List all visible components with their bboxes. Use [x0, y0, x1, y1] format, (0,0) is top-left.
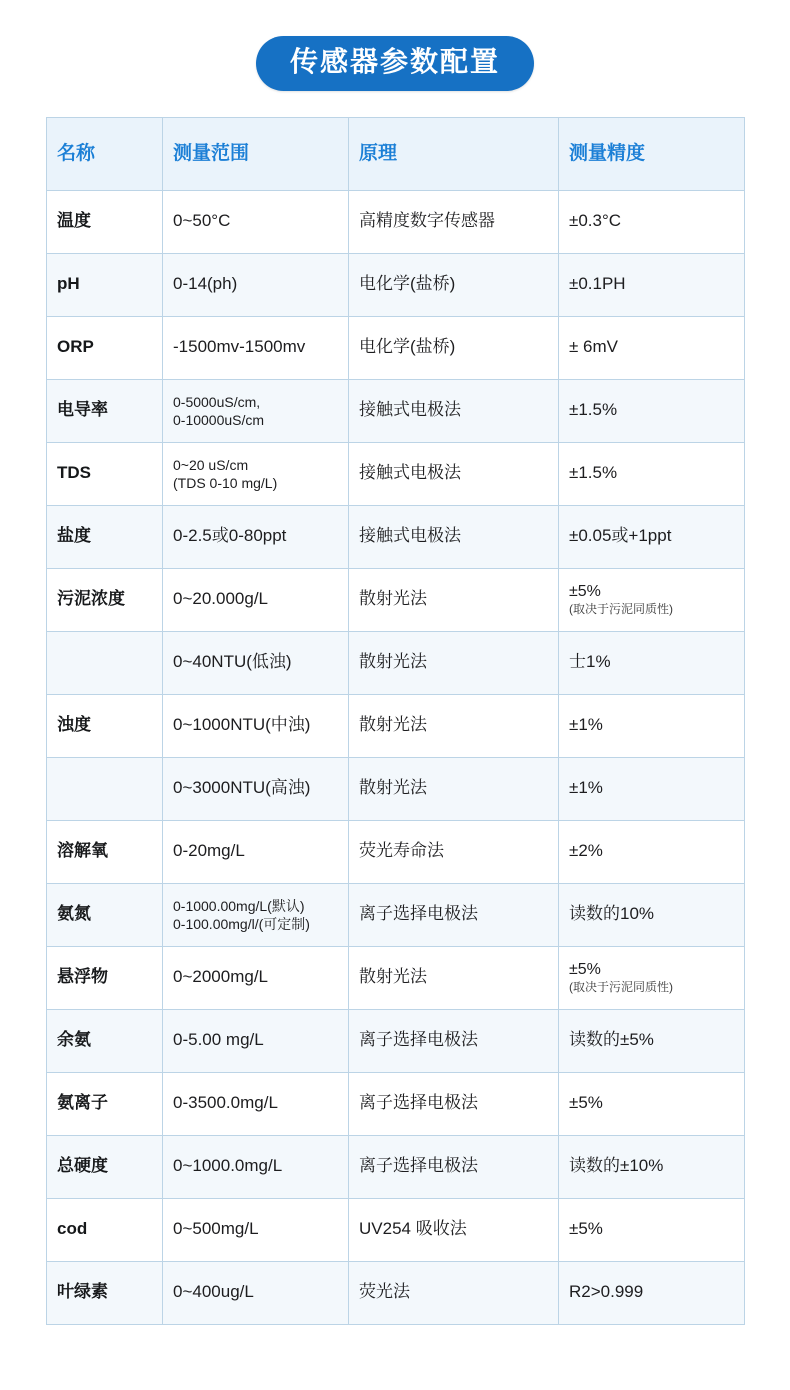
sensor-parameters-table	[46, 117, 745, 1325]
table-row	[47, 1072, 745, 1135]
cell-principle: 散射光法	[349, 694, 559, 757]
cell-range-line1: 0-5000uS/cm,	[173, 393, 261, 410]
cell-accuracy: 读数的±5%	[559, 1009, 745, 1072]
cell-principle: 离子选择电极法	[349, 1135, 559, 1198]
table-row	[47, 1261, 745, 1324]
table-row	[47, 505, 745, 568]
cell-range	[163, 379, 349, 442]
cell-principle: 离子选择电极法	[349, 1009, 559, 1072]
column-header-name: 名称	[47, 117, 163, 190]
cell-name: pH	[47, 253, 163, 316]
cell-name: 叶绿素	[47, 1261, 163, 1324]
table-row	[47, 694, 745, 757]
table-row	[47, 442, 745, 505]
table-row	[47, 820, 745, 883]
cell-range-line2: 0-10000uS/cm	[173, 411, 265, 428]
cell-principle: 离子选择电极法	[349, 883, 559, 946]
cell-accuracy: ±5%	[559, 1072, 745, 1135]
cell-range: 0~400ug/L	[163, 1261, 349, 1324]
column-header-principle: 原理	[349, 117, 559, 190]
cell-principle: 散射光法	[349, 568, 559, 631]
cell-name	[47, 757, 163, 820]
cell-accuracy: ± 6mV	[559, 316, 745, 379]
cell-range: 0-14(ph)	[163, 253, 349, 316]
cell-principle: 接触式电极法	[349, 379, 559, 442]
cell-name: 余氨	[47, 1009, 163, 1072]
cell-principle: 散射光法	[349, 631, 559, 694]
cell-accuracy	[559, 568, 745, 631]
table-row	[47, 568, 745, 631]
cell-accuracy: ±0.3°C	[559, 190, 745, 253]
cell-accuracy-note: (取决于污泥同质性)	[569, 980, 673, 995]
cell-range-line1: 0-1000.00mg/L(默认)	[173, 897, 305, 914]
cell-range: 0~500mg/L	[163, 1198, 349, 1261]
cell-principle: UV254 吸收法	[349, 1198, 559, 1261]
table-row	[47, 190, 745, 253]
cell-accuracy: ±1.5%	[559, 379, 745, 442]
cell-range: 0-2.5或0-80ppt	[163, 505, 349, 568]
cell-name: 污泥浓度	[47, 568, 163, 631]
cell-range: -1500mv-1500mv	[163, 316, 349, 379]
cell-principle: 电化学(盐桥)	[349, 316, 559, 379]
cell-principle: 高精度数字传感器	[349, 190, 559, 253]
table-row	[47, 1135, 745, 1198]
table-row	[47, 1198, 745, 1261]
cell-name: 温度	[47, 190, 163, 253]
table-row	[47, 757, 745, 820]
table-row	[47, 316, 745, 379]
cell-name: 氨离子	[47, 1072, 163, 1135]
cell-accuracy-value: ±5%	[569, 960, 601, 978]
cell-accuracy: ±0.05或+1ppt	[559, 505, 745, 568]
cell-name: 悬浮物	[47, 946, 163, 1009]
table-row	[47, 379, 745, 442]
cell-name: 氨氮	[47, 883, 163, 946]
cell-range: 0~50°C	[163, 190, 349, 253]
cell-accuracy: ±1.5%	[559, 442, 745, 505]
cell-name: cod	[47, 1198, 163, 1261]
cell-range: 0-20mg/L	[163, 820, 349, 883]
cell-accuracy: 读数的10%	[559, 883, 745, 946]
cell-name: 总硬度	[47, 1135, 163, 1198]
table-row	[47, 946, 745, 1009]
cell-accuracy: R2>0.999	[559, 1261, 745, 1324]
cell-range: 0~1000.0mg/L	[163, 1135, 349, 1198]
cell-principle: 电化学(盐桥)	[349, 253, 559, 316]
cell-range-line1: 0~20 uS/cm	[173, 456, 249, 473]
cell-name: 浊度	[47, 694, 163, 757]
cell-name: 溶解氧	[47, 820, 163, 883]
cell-principle: 接触式电极法	[349, 505, 559, 568]
table-row	[47, 253, 745, 316]
cell-accuracy-note: (取决于污泥同质性)	[569, 602, 673, 617]
cell-principle: 接触式电极法	[349, 442, 559, 505]
cell-principle: 荧光寿命法	[349, 820, 559, 883]
cell-accuracy: ±2%	[559, 820, 745, 883]
table-row	[47, 1009, 745, 1072]
cell-accuracy: ±1%	[559, 757, 745, 820]
column-header-accuracy: 测量精度	[559, 117, 745, 190]
cell-name: 电导率	[47, 379, 163, 442]
cell-range-line2: (TDS 0-10 mg/L)	[173, 474, 278, 491]
cell-name: ORP	[47, 316, 163, 379]
table-header	[47, 117, 745, 190]
table-body	[47, 190, 745, 1324]
cell-accuracy-value: ±5%	[569, 582, 601, 600]
cell-principle: 荧光法	[349, 1261, 559, 1324]
cell-range: 0-3500.0mg/L	[163, 1072, 349, 1135]
table-row	[47, 631, 745, 694]
cell-range: 0~2000mg/L	[163, 946, 349, 1009]
parameters-table-container	[0, 117, 790, 1325]
cell-accuracy: ±1%	[559, 694, 745, 757]
cell-range-line2: 0-100.00mg/l/(可定制)	[173, 915, 310, 932]
cell-range: 0~40NTU(低浊)	[163, 631, 349, 694]
table-header-row	[47, 117, 745, 190]
cell-accuracy: 读数的±10%	[559, 1135, 745, 1198]
cell-principle: 散射光法	[349, 757, 559, 820]
cell-range	[163, 883, 349, 946]
column-header-range: 测量范围	[163, 117, 349, 190]
cell-range: 0-5.00 mg/L	[163, 1009, 349, 1072]
page-title: 传感器参数配置	[256, 36, 534, 91]
cell-range: 0~1000NTU(中浊)	[163, 694, 349, 757]
cell-accuracy	[559, 946, 745, 1009]
cell-accuracy: 士1%	[559, 631, 745, 694]
cell-accuracy: ±0.1PH	[559, 253, 745, 316]
cell-range: 0~3000NTU(高浊)	[163, 757, 349, 820]
cell-range: 0~20.000g/L	[163, 568, 349, 631]
cell-name	[47, 631, 163, 694]
page-title-container	[0, 0, 790, 117]
cell-principle: 散射光法	[349, 946, 559, 1009]
cell-accuracy: ±5%	[559, 1198, 745, 1261]
cell-principle: 离子选择电极法	[349, 1072, 559, 1135]
table-row	[47, 883, 745, 946]
cell-name: 盐度	[47, 505, 163, 568]
cell-name: TDS	[47, 442, 163, 505]
cell-range	[163, 442, 349, 505]
